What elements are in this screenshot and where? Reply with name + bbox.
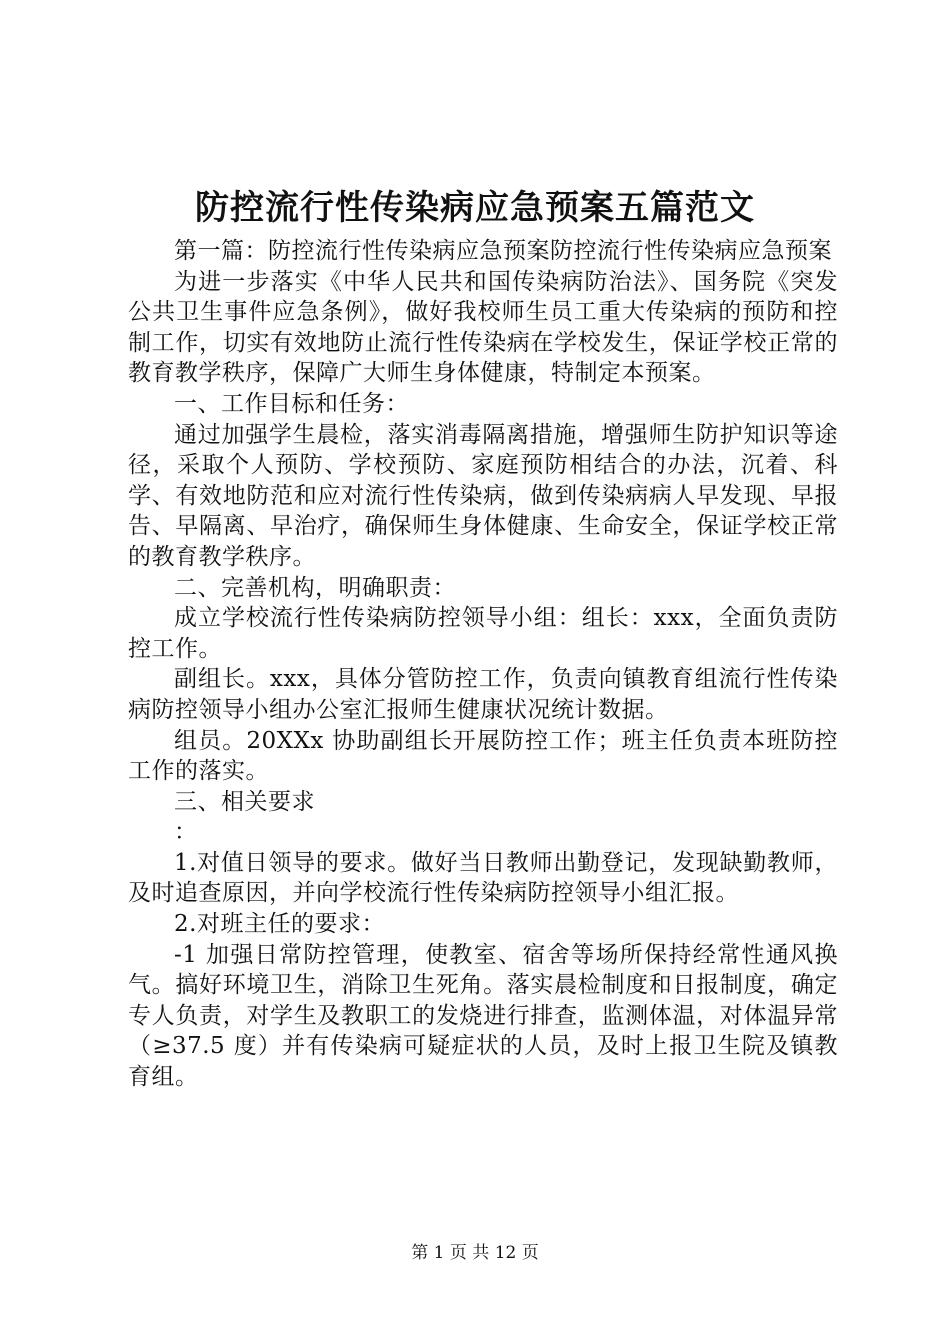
section-heading-organization: 二、完善机构，明确职责： bbox=[174, 574, 456, 601]
paragraph-colon: ： bbox=[174, 819, 198, 846]
paragraph-duty-leader: 1.对值日领导的要求。做好当日教师出勤登记，发现缺勤教师，及时追查原因，并向学校流行性传染病防控领导小组汇报。 bbox=[128, 849, 838, 907]
section-heading-requirements: 三、相关要求 bbox=[174, 788, 315, 815]
page-footer: 第 1 页 共 12 页 bbox=[411, 1243, 539, 1263]
section-heading-goals: 一、工作目标和任务： bbox=[174, 390, 409, 417]
document-title: 防控流行性传染病应急预案五篇范文 bbox=[195, 188, 755, 228]
paragraph-class-teacher-heading: 2.对班主任的要求： bbox=[174, 911, 385, 938]
document-body bbox=[128, 236, 838, 1093]
paragraph-leader: 成立学校流行性传染病防控领导小组：组长：xxx，全面负责防控工作。 bbox=[128, 605, 838, 662]
paragraph-intro: 为进一步落实《中华人民共和国传染病防治法》、国务院《突发公共卫生事件应急条例》，做好我校师生员工重大传染病的预防和控制工作，切实有效地防止流行性传染病在学校发生，保证学校正常的教育教学秩序，保障广大师生身体健康，特制定本预案。 bbox=[128, 268, 838, 387]
paragraph-heading-part1: 第一篇：防控流行性传染病应急预案防控流行性传染病应急预案 bbox=[174, 238, 832, 264]
paragraph-class-teacher-item1: -1 加强日常防控管理，使教室、宿舍等场所保持经常性通风换气。搞好环境卫生，消除卫生死角。落实晨检制度和日报制度，确定专人负责，对学生及教职工的发烧进行排查，监测体温，对体温异常（≥37.5 度）并有传染病可疑症状的人员，及时上报卫生院及镇教育组。 bbox=[128, 941, 838, 1091]
paragraph-members: 组员。20XXx 协助副组长开展防控工作；班主任负责本班防控工作的落实。 bbox=[128, 727, 838, 785]
paragraph-goals: 通过加强学生晨检，落实消毒隔离措施，增强师生防护知识等途径，采取个人预防、学校预防、家庭预防相结合的办法，沉着、科学、有效地防范和应对流行性传染病，做到传染病病人早发现、早报告、早隔离、早治疗，确保师生身体健康、生命安全，保证学校正常的教育教学秩序。 bbox=[128, 421, 838, 570]
paragraph-deputy-leader: 副组长。xxx，具体分管防控工作，负责向镇教育组流行性传染病防控领导小组办公室汇报师生健康状况统计数据。 bbox=[128, 666, 838, 723]
